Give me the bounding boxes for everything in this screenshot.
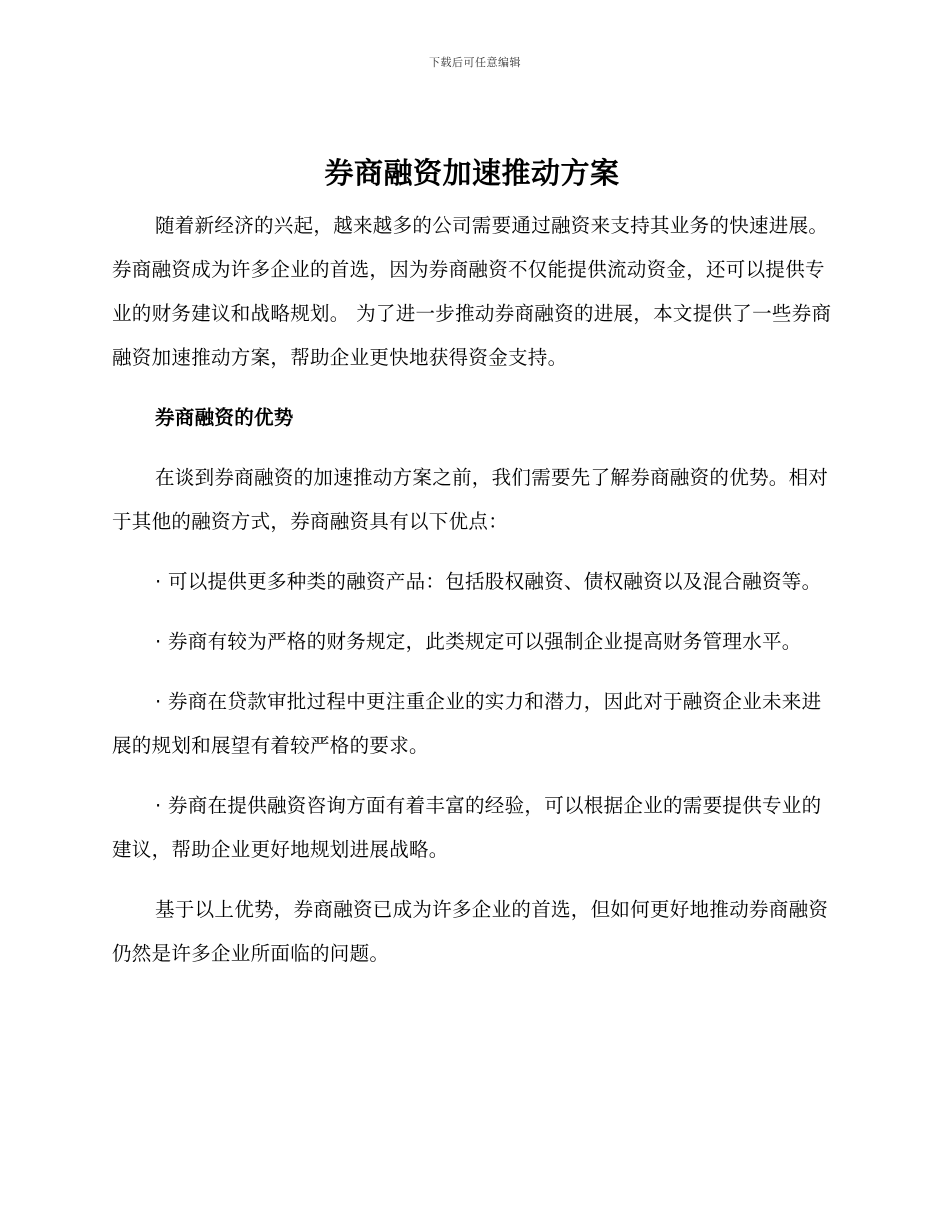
intro-paragraph: 随着新经济的兴起，越来越多的公司需要通过融资来支持其业务的快速进展。券商融资成为许多企业的首选，因为券商融资不仅能提供流动资金，还可以提供专业的财务建议和战略规划。 为了进一步推动券商融资的进展，本文提供了一些券商融资加速推动方案，帮助企业更快地获得资金支持。 bbox=[112, 214, 832, 369]
document-title: 券商融资加速推动方案 bbox=[324, 156, 620, 190]
bullet-item-2: · 券商有较为严格的财务规定，此类规定可以强制企业提高财务管理水平。 bbox=[155, 630, 802, 653]
bullet-item-4: · 券商在提供融资咨询方面有着丰富的经验，可以根据企业的需要提供专业的建议，帮助企业更好地规划进展战略。 bbox=[112, 794, 822, 861]
section-intro-paragraph: 在谈到券商融资的加速推动方案之前，我们需要先了解券商融资的优势。相对于其他的融资方式，券商融资具有以下优点： bbox=[112, 466, 829, 533]
bullet-item-1: · 可以提供更多种类的融资产品：包括股权融资、债权融资以及混合融资等。 bbox=[155, 570, 822, 593]
section-heading: 券商融资的优势 bbox=[155, 406, 294, 429]
conclusion-paragraph: 基于以上优势，券商融资已成为许多企业的首选，但如何更好地推动券商融资仍然是许多企业所面临的问题。 bbox=[112, 898, 829, 965]
document-body bbox=[112, 148, 832, 992]
header-note: 下载后可任意编辑 bbox=[429, 56, 521, 69]
bullet-item-3: · 券商在贷款审批过程中更注重企业的实力和潜力，因此对于融资企业未来进展的规划和展望有着较严格的要求。 bbox=[112, 690, 822, 757]
